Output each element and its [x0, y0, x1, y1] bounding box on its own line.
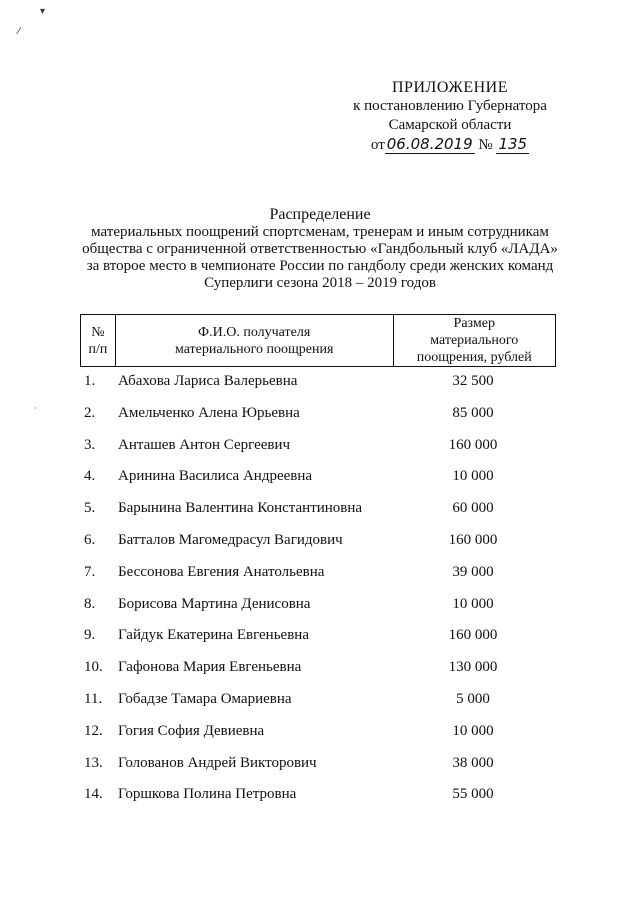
- row-number: 6.: [84, 531, 96, 548]
- appendix-title: ПРИЛОЖЕНИЕ: [391, 79, 508, 96]
- recipient-name: Абахова Лариса Валерьевна: [118, 373, 298, 389]
- recipient-name: Амельченко Алена Юрьевна: [118, 404, 300, 421]
- number-prefix: №: [478, 137, 493, 153]
- award-amount: 10 000: [452, 722, 494, 739]
- header-number-line-2: п/п: [88, 341, 108, 357]
- table-row: [80, 653, 556, 685]
- header-amount-line-3: поощрения, рублей: [416, 350, 532, 365]
- appendix-line-2: Самарской области: [388, 117, 512, 133]
- row-number: 11.: [84, 690, 103, 707]
- appendix-line-1: к постановлению Губернатора: [353, 98, 547, 114]
- header-amount-line-2: материального: [430, 333, 519, 348]
- award-amount: 32 500: [452, 373, 494, 389]
- award-amount: 10 000: [452, 595, 494, 612]
- award-amount: 39 000: [452, 563, 494, 580]
- table-row: [80, 780, 556, 812]
- header-number: [81, 315, 116, 367]
- table-row: [80, 621, 556, 653]
- table-header: [80, 314, 556, 367]
- heading-line-3: за второе место в чемпионате России по гандболу среди женских команд: [86, 258, 554, 274]
- recipient-name: Гобадзе Тамара Омариевна: [118, 690, 292, 707]
- recipient-name: Гайдук Екатерина Евгеньевна: [118, 627, 309, 644]
- handwritten-date: 06.08.2019: [386, 135, 473, 153]
- row-number: 5.: [84, 500, 96, 517]
- header-recipient-line-1: Ф.И.О. получателя: [198, 324, 311, 340]
- table-row: [80, 462, 556, 494]
- header-number-line-1: №: [91, 324, 105, 340]
- award-amount: 160 000: [448, 627, 498, 644]
- row-number: 3.: [84, 436, 96, 453]
- document-heading: [60, 206, 580, 292]
- date-prefix: от: [370, 137, 385, 153]
- recipient-name: Бессонова Евгения Анатольевна: [118, 563, 325, 580]
- table-row: [80, 558, 556, 590]
- award-amount: 5 000: [456, 690, 490, 707]
- awards-table: [80, 314, 556, 812]
- row-number: 7.: [84, 563, 96, 580]
- row-number: 14.: [84, 786, 103, 803]
- appendix-date-line: [371, 135, 529, 155]
- recipient-name: Барынина Валентина Константиновна: [118, 500, 363, 517]
- header-recipient-line-2: материального поощрения: [174, 341, 334, 357]
- row-number: 2.: [84, 404, 96, 421]
- header-recipient: [115, 315, 393, 367]
- award-amount: 130 000: [448, 659, 498, 676]
- table-row: [80, 399, 556, 431]
- table-row: [80, 526, 556, 558]
- row-number: 9.: [84, 627, 96, 644]
- recipient-name: Борисова Мартина Денисовна: [118, 595, 311, 612]
- award-amount: 55 000: [452, 786, 494, 803]
- table-row: [80, 749, 556, 781]
- recipient-name: Горшкова Полина Петровна: [118, 786, 297, 803]
- recipient-name: Гогия София Девиевна: [118, 722, 265, 739]
- table-row: [80, 367, 556, 399]
- award-amount: 60 000: [452, 500, 494, 517]
- header-amount-line-1: Размер: [453, 316, 495, 331]
- handwritten-number: 135: [498, 135, 528, 153]
- recipient-name: Гафонова Мария Евгеньевна: [118, 659, 302, 676]
- header-amount: [393, 315, 556, 367]
- award-amount: 160 000: [448, 531, 498, 548]
- scan-artifact: ⁄: [18, 26, 20, 37]
- table-row: [80, 431, 556, 463]
- recipient-name: Аринина Василиса Андреевна: [118, 468, 313, 485]
- heading-line-4: Суперлиги сезона 2018 – 2019 годов: [204, 275, 436, 291]
- row-number: 4.: [84, 468, 96, 485]
- award-amount: 85 000: [452, 404, 494, 421]
- heading-line-2: общества с ограниченной ответственностью «Гандбольный клуб «ЛАДА»: [82, 241, 558, 257]
- row-number: 8.: [84, 595, 96, 612]
- table-body: [80, 367, 556, 812]
- row-number: 13.: [84, 754, 103, 771]
- scan-artifact: ·: [34, 404, 37, 413]
- row-number: 12.: [84, 722, 103, 739]
- heading-line-1: материальных поощрений спортсменам, тренерам и иным сотрудникам: [91, 224, 549, 240]
- heading-title: Распределение: [269, 206, 371, 223]
- recipient-name: Анташев Антон Сергеевич: [118, 436, 291, 453]
- table-row: [80, 590, 556, 622]
- scan-artifact: ▾: [40, 6, 46, 17]
- row-number: 10.: [84, 659, 103, 676]
- award-amount: 38 000: [452, 754, 494, 771]
- table-row: [80, 685, 556, 717]
- table-row: [80, 494, 556, 526]
- appendix-block: [330, 78, 570, 155]
- table-row: [80, 717, 556, 749]
- recipient-name: Батталов Магомедрасул Вагидович: [118, 531, 343, 548]
- award-amount: 160 000: [448, 436, 498, 453]
- award-amount: 10 000: [452, 468, 494, 485]
- row-number: 1.: [84, 373, 96, 389]
- recipient-name: Голованов Андрей Викторович: [118, 754, 317, 771]
